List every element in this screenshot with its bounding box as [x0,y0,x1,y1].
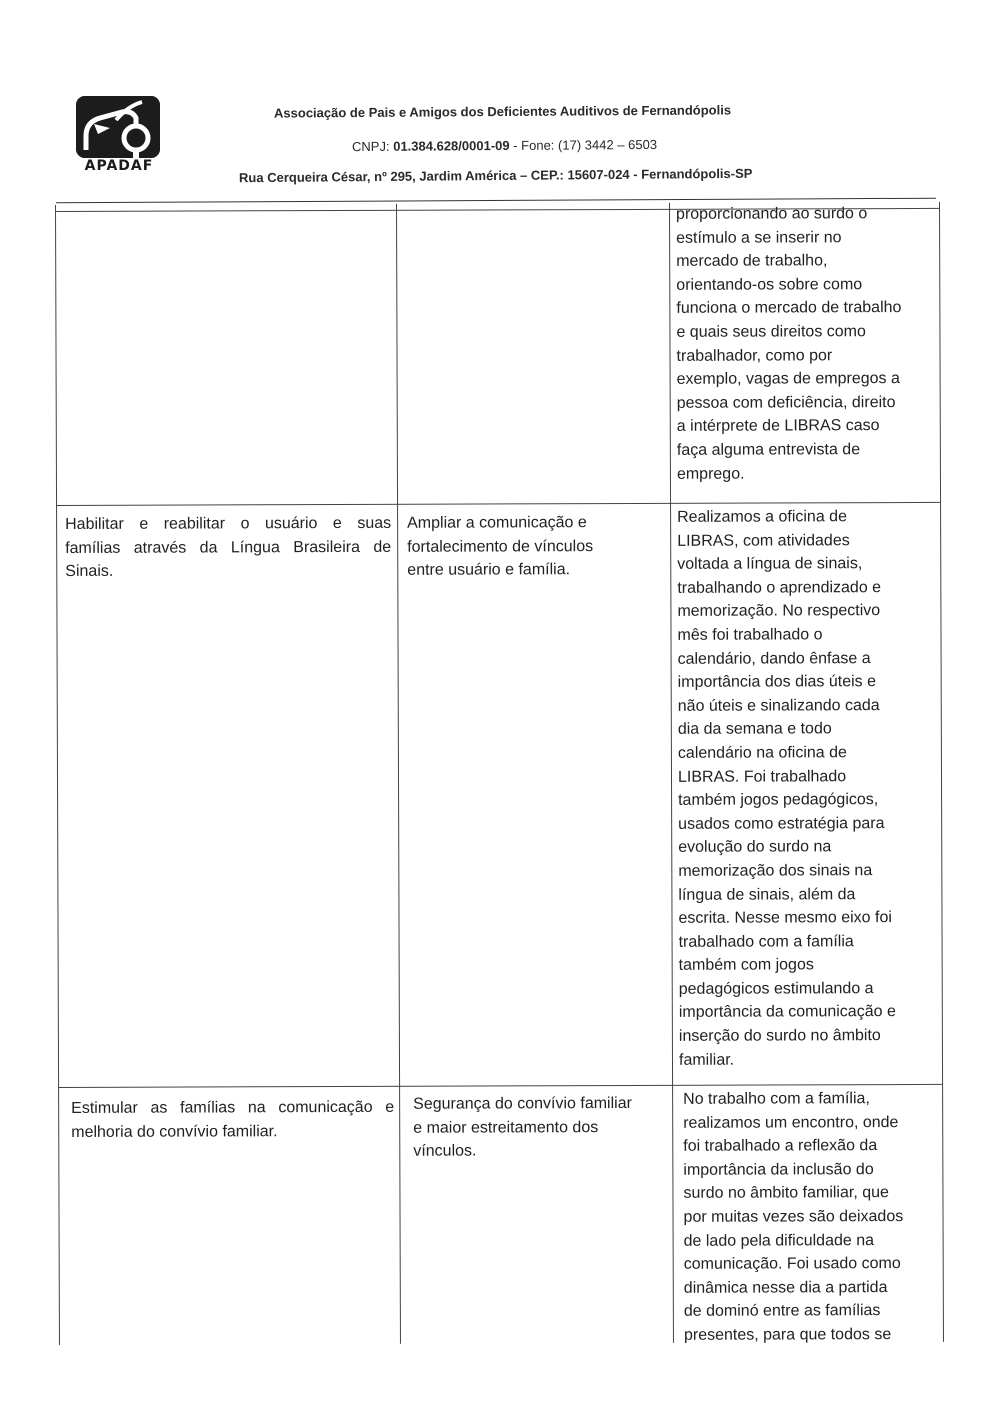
row3-col3-line-11: presentes, para que todos se [683,1326,892,1344]
row1-col3-line-8: exemplo, vagas de empregos a [676,370,900,388]
row2-col2-line-2: fortalecimento de vínculos [407,537,594,556]
row2-col3-line-17: língua de sinais, além da [678,885,856,904]
table-row-2-col3 [677,505,941,1072]
row2-col3-line-1: Realizamos a oficina de [677,508,847,526]
row2-col2-line-1: Ampliar a comunicação e [407,514,587,532]
cnpj-label: CNPJ: [351,138,390,155]
row3-col3-line-8: comunicação. Foi usado como [683,1255,901,1273]
row2-col3-line-9: não úteis e sinalizando cada [677,696,880,715]
cnpj-value: 01.384.628/0001-09 [393,137,510,154]
row2-col3-line-18: escrita. Nesse mesmo eixo foi [678,909,892,927]
row3-col3-line-10: de dominó entre as famílias [683,1302,881,1321]
table-row-2-col1 [65,512,391,584]
row2-col3-line-14: usados como estratégia para [678,814,885,833]
row3-col3-line-6: por muitas vezes são deixados [683,1208,904,1226]
row2-col3-line-5: memorização. No respectivo [677,602,881,621]
row1-col3-line-7: trabalhador, como por [676,346,833,365]
row1-col3-line-9: pessoa com deficiência, direito [676,393,896,412]
row3-col1-line-2: melhoria do convívio familiar. [71,1122,278,1141]
row3-col3-line-4: importância da inclusão do [683,1160,874,1179]
row3-col2-line-2: e maior estreitamento dos [413,1118,599,1137]
row2-col3-line-22: importância da comunicação e [678,1003,896,1022]
row2-col3-line-8: importância dos dias úteis e [677,673,877,691]
apadaf-logo [74,96,164,176]
row3-col3-line-5: surdo no âmbito familiar, que [683,1184,889,1203]
table-row-3-col3 [683,1087,942,1347]
row2-col3-line-20: também com jogos [678,956,814,975]
row1-col3-line-1: proporcionando ao surdo o [676,205,868,223]
row2-col3-line-23: inserção do surdo no âmbito [678,1027,881,1045]
row3-col3-line-9: dinâmica nesse dia a partida [683,1278,888,1297]
row3-col3-line-7: de lado pela dificuldade na [683,1231,875,1250]
row3-col3-line-1: No trabalho com a família, [683,1090,870,1108]
logo-emblem [76,96,160,158]
row1-col3-line-11: faça alguma entrevista de [676,441,861,459]
table-row-3-col1 [71,1096,394,1144]
table-divider-col2 [669,203,674,1343]
row2-col3-line-24: familiar. [678,1051,735,1069]
cnpj-phone-line [352,137,657,154]
logo-text: APADAF [84,158,154,174]
row2-col3-line-10: dia da semana e todo [677,720,832,739]
row2-col3-line-2: LIBRAS, com atividades [677,531,850,550]
row2-col3-line-16: memorização dos sinais na [678,862,873,880]
row3-col1-line-1: Estimular as famílias na comunicação e [71,1098,395,1117]
phone-text: - Fone: (17) 3442 – 6503 [513,136,658,153]
row2-col3-line-15: evolução do surdo na [678,838,832,857]
table-row-3-col2 [413,1092,670,1164]
table-divider-col1 [396,204,401,1344]
row1-col3-line-5: funciona o mercado de trabalho [676,299,902,318]
table-border-left [55,205,60,1345]
row2-col1-line-3: Sinais. [65,562,114,581]
row1-col3-line-6: e quais seus direitos como [676,323,866,341]
row2-col1-line-1: Habilitar e reabilitar o usuário e suas [65,514,392,533]
row2-col1-line-2: famílias através da Língua Brasileira de [65,538,392,557]
row2-col3-line-19: trabalhado com a família [678,932,854,951]
row2-col3-line-12: LIBRAS. Foi trabalhado [677,767,847,786]
row2-col3-line-11: calendário na oficina de [677,744,847,762]
ear-hand-icon [76,96,160,158]
activities-table [55,202,943,1345]
table-row-1-col3 [676,202,939,486]
row2-col3-line-4: trabalhando o aprendizado e [677,578,882,597]
row2-col3-line-21: pedagógicos estimulando a [678,980,874,998]
organization-name: Associação de Pais e Amigos dos Deficientes Auditivos de Fernandópolis [273,102,732,121]
row3-col2-line-1: Segurança do convívio familiar [413,1094,632,1113]
row3-col3-line-3: foi trabalhado a reflexão da [683,1137,878,1155]
row1-col3-line-12: emprego. [676,465,745,483]
row2-col3-line-7: calendário, dando ênfase a [677,649,871,668]
row2-col2-line-3: entre usuário e família. [407,561,571,579]
row1-col3-line-3: mercado de trabalho, [676,252,828,271]
address-line: Rua Cerqueira César, nº 295, Jardim América – CEP.: 15607-024 - Fernandópolis-SP [238,165,753,186]
row1-col3-line-10: a intérprete de LIBRAS caso [676,417,880,436]
row2-col3-line-6: mês foi trabalhado o [677,626,823,644]
row3-col3-line-2: realizamos um encontro, onde [683,1113,899,1132]
row1-col3-line-4: orientando-os sobre como [676,275,863,294]
row2-col3-line-13: também jogos pedagógicos, [678,791,879,809]
table-row-2-col2 [407,511,667,583]
row3-col2-line-3: vínculos. [413,1142,477,1160]
row1-col3-line-2: estímulo a se inserir no [676,228,842,247]
row2-col3-line-3: voltada a língua de sinais, [677,555,863,574]
